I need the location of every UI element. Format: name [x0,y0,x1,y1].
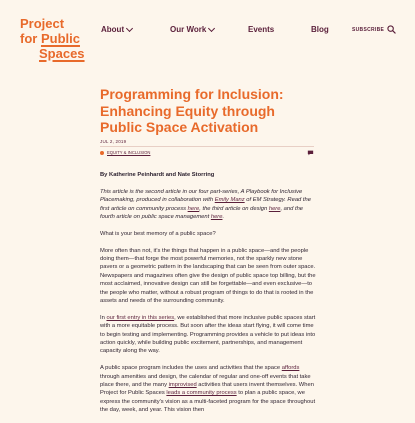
paragraph-text: , we established that more inclusive public spaces start with a more equitable process. But soon after the ideas start flying, it will come time to begin testing and implementing. Programming provides a vehicle to put ideas into action quickly, while building public excitement, partnerships, and management capacity along the way. [100,314,316,355]
comment-icon[interactable] [307,150,314,156]
subscribe-link[interactable]: SUBSCRIBE [352,27,385,33]
paragraph-text: activities that users invent themselves. When Project for Public Spaces [100,382,314,397]
divider [100,146,314,147]
article-title: Programming for Inclusion: Enhancing Equity through Public Space Activation [100,86,284,135]
intro-text: , and the fourth article on public space management [100,205,304,221]
paragraph: What is your best memory of a public space? [100,230,216,237]
paragraph-text: A public space program includes the uses and activities that the space [100,365,282,372]
article-date: JUL 2, 2019 [100,139,127,144]
link-improvised[interactable]: improvised [168,382,197,389]
nav-events-label: Events [248,25,275,34]
nav-blog-label: Blog [311,25,329,34]
link-first-entry[interactable]: our first entry in this series [106,314,175,321]
intro-link-fourth-article[interactable]: here [210,214,223,221]
chevron-down-icon [126,24,133,31]
nav-our-work[interactable] [170,25,214,34]
tag-dot-icon [100,151,104,155]
site-logo[interactable] [20,16,85,61]
paragraph: More often than not, it's the things that happen in a public space—and the people doing them—that forge the most powerful memories, not the sparkly new stone pavers or a geometric pattern in the landscaping that can be seen from outer space. Newspapers and magazines often give the design of public space top billing, but the most acclaimed, innovative design can still be forgettable—and even exclusive—to the people who matter, without a robust program of things to do that is rooted in the assets and needs of the surrounding community. [100,247,316,305]
article-intro [100,188,316,222]
search-icon[interactable] [387,25,396,34]
intro-text: of EM Strategy. Read the first article on community process [100,197,311,212]
intro-text: , the third article on design [199,205,269,212]
nav-our-work-label: Our Work [170,25,207,34]
intro-text: . [222,214,225,221]
intro-link-first-article[interactable]: here [187,205,200,212]
article-body [100,171,316,423]
nav-about-label: About [101,25,125,34]
paragraph-text: through amenities and design, the calendar of regular and one-off events that take place there, and the many [100,373,311,389]
site-header [0,0,415,70]
logo-line-1: Project [20,16,65,31]
paragraph [100,364,316,414]
link-affords[interactable]: affords [281,365,300,372]
article-author: By Katherine Peinhardt and Nate Storring [100,172,215,178]
logo-line-2 [20,31,85,46]
nav-about[interactable] [101,25,132,34]
intro-link-emily-manz[interactable]: Emily Manz [214,197,245,204]
nav-events[interactable] [248,25,274,34]
logo-line-2-prefix: for [20,31,41,46]
intro-link-third-article[interactable]: here [268,205,281,212]
link-community-process[interactable]: leads a community process [166,390,237,397]
article-tag-label: EQUITY & INCLUSION [107,150,151,155]
intro-text: This article is the second article in our four part-series, A Playbook for Inclusive Placemaking, produced in collaboration with [100,188,303,204]
logo-line-2-link: Public [40,31,80,46]
paragraph-text: to plan a public space, we express the community's vision as a multi-faceted program for the space throughout the day, week, and year. This vision then [100,390,316,414]
nav-blog[interactable] [311,25,329,34]
article-tag[interactable] [100,150,150,155]
logo-line-3: Spaces [39,46,85,61]
paragraph-text: In [100,314,107,321]
chevron-down-icon [208,24,215,31]
paragraph [100,314,316,356]
